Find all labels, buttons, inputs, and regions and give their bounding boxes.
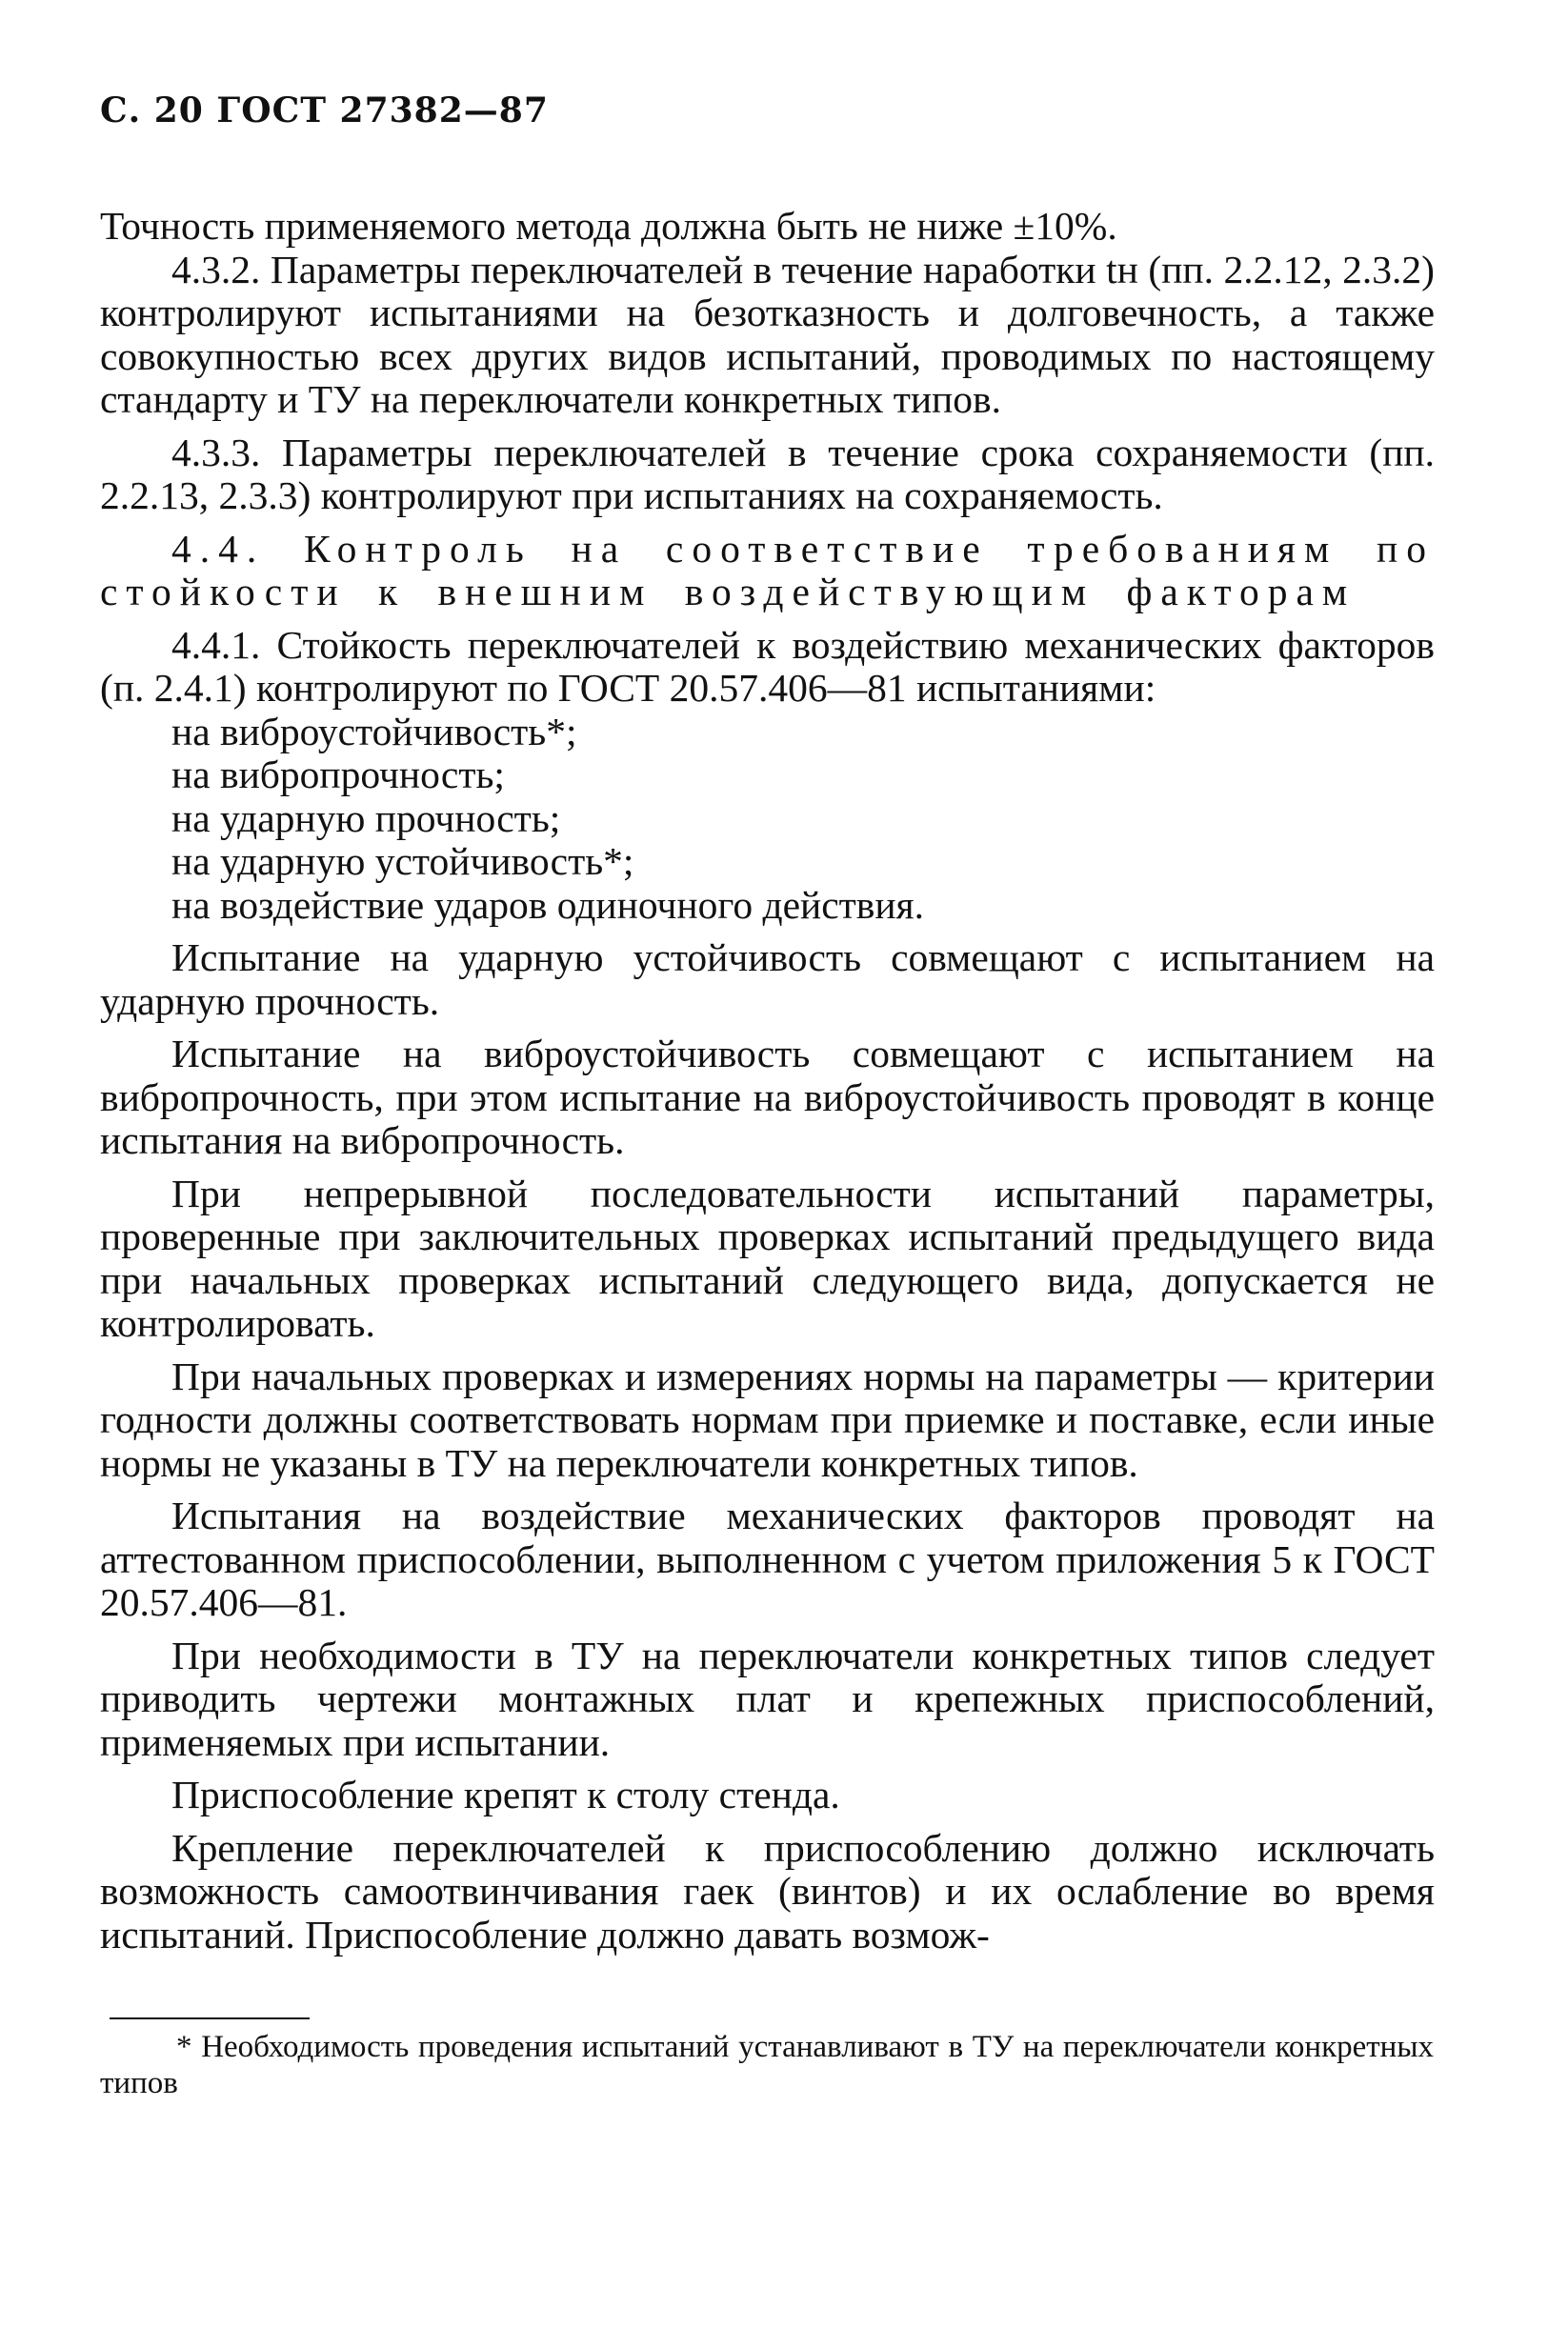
paragraph: При необходимости в ТУ на переключатели конкретных типов следует приводить чертежи монтажных плат и крепежных приспособлений, применяемых при испытании. (100, 1633, 1435, 1764)
paragraph: Испытания на воздействие механических факторов проводят на аттестованном приспособлении, выполненном с учетом приложения 5 к ГОСТ 20.57.406—81. (100, 1494, 1435, 1624)
paragraph-4-3-2: 4.3.2. Параметры переключателей в течение наработки tн (пп. 2.2.12, 2.3.2) контролируют испытаниями на безотказность и долговечность, а также совокупностью всех других видов испытаний, проводимых по настоящему стандарту и ТУ на переключатели конкретных типов. (100, 247, 1435, 421)
list-item: на воздействие ударов одиночного действия. (171, 882, 925, 927)
list-item: на виброустойчивость*; (171, 709, 577, 753)
section-heading-4-4: 4.4. Контроль на соответствие требованиям по стойкости к внешним воздействующим факторам (100, 526, 1435, 613)
paragraph: Крепление переключателей к приспособлению должно исключать возможность самоотвинчивания гаек (винтов) и их ослабление во время испытаний. Приспособление должно давать возмож- (100, 1825, 1435, 1957)
page-header: С. 20 ГОСТ 27382—87 (100, 90, 549, 130)
paragraph: Приспособление крепят к столу стенда. (171, 1773, 840, 1816)
paragraph-4-4-1: 4.4.1. Стойкость переключателей к воздействию механических факторов (п. 2.4.1) контролируют по ГОСТ 20.57.406—81 испытаниями: (100, 622, 1435, 710)
paragraph: При непрерывной последовательности испытаний параметры, проверенные при заключительных проверках испытаний предыдущего вида при начальных проверках испытаний следующего вида, допускается не контролировать. (100, 1171, 1435, 1345)
paragraph: Испытание на ударную устойчивость совмещают с испытанием на ударную прочность. (100, 935, 1435, 1023)
paragraph: Испытание на виброустойчивость совмещают с испытанием на вибропрочность, при этом испытание на виброустойчивость проводят в конце испытания на вибропрочность. (100, 1032, 1435, 1162)
paragraph-4-3-3: 4.3.3. Параметры переключателей в течение срока сохраняемости (пп. 2.2.13, 2.3.3) контролируют при испытаниях на сохраняемость. (100, 430, 1435, 517)
footnote (100, 2029, 1434, 2101)
paragraph-accuracy: Точность применяемого метода должна быть не ниже ±10%. (100, 204, 1117, 248)
footnote-divider (110, 2017, 310, 2019)
list-item: на вибропрочность; (171, 753, 505, 796)
list-item: на ударную прочность; (171, 795, 561, 840)
paragraph: При начальных проверках и измерениях нормы на параметры — критерии годности должны соответствовать нормам при приемке и поставке, если иные нормы не указаны в ТУ на переключатели конкретных типов. (100, 1354, 1435, 1485)
list-item: на ударную устойчивость*; (171, 839, 634, 883)
footnote-text: * Необходимость проведения испытаний устанавливают в ТУ на переключатели конкретных типов (100, 2030, 1434, 2100)
